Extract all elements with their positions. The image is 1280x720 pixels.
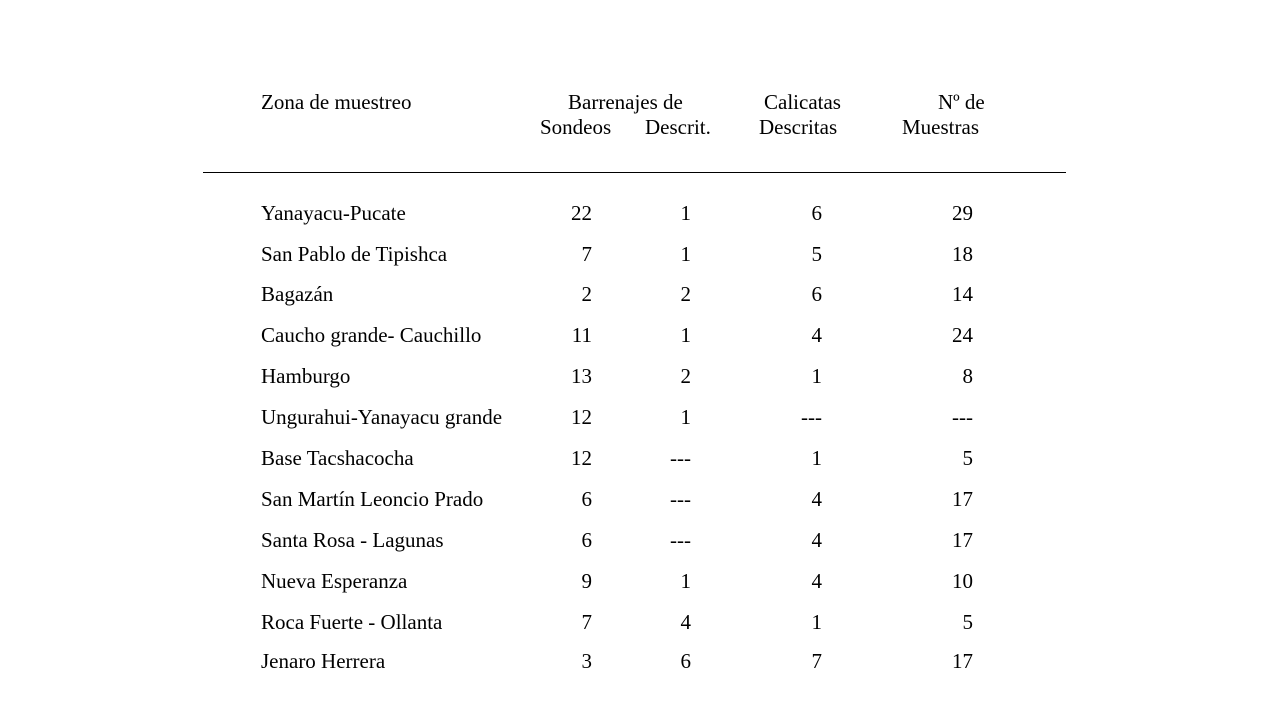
cell-zona: Santa Rosa - Lagunas <box>261 528 444 552</box>
cell-muestras: 24 <box>952 323 973 347</box>
table-row <box>0 405 1280 435</box>
cell-sondeos: 11 <box>571 323 592 347</box>
cell-calicatas: 5 <box>811 242 822 266</box>
cell-muestras: 5 <box>962 610 973 634</box>
cell-calicatas: 1 <box>811 610 822 634</box>
cell-sondeos: 6 <box>581 487 592 511</box>
cell-zona: Ungurahui-Yanayacu grande <box>261 405 503 429</box>
cell-calicatas: 4 <box>811 528 822 552</box>
cell-descrit: --- <box>670 528 691 552</box>
cell-descrit: 1 <box>680 242 691 266</box>
table-row <box>0 569 1280 599</box>
cell-sondeos: 7 <box>581 610 592 634</box>
table-row <box>0 364 1280 394</box>
cell-calicatas: 1 <box>811 364 822 388</box>
cell-calicatas: 4 <box>811 569 822 593</box>
cell-calicatas: 6 <box>811 201 822 225</box>
table-row <box>0 487 1280 517</box>
cell-zona: Yanayacu-Pucate <box>261 201 406 225</box>
cell-descrit: 1 <box>680 405 691 429</box>
table-row <box>0 610 1280 640</box>
cell-zona: Bagazán <box>261 282 334 306</box>
cell-sondeos: 22 <box>571 201 592 225</box>
cell-zona: Caucho grande- Cauchillo <box>261 323 482 347</box>
cell-sondeos: 6 <box>581 528 592 552</box>
table-row <box>0 201 1280 231</box>
cell-calicatas: 1 <box>811 446 822 470</box>
table-row <box>0 649 1280 679</box>
cell-calicatas: 7 <box>811 649 822 673</box>
header-sondeos: Sondeos <box>540 115 612 139</box>
cell-sondeos: 7 <box>581 242 592 266</box>
cell-sondeos: 9 <box>581 569 592 593</box>
cell-descrit: 2 <box>680 364 691 388</box>
cell-descrit: 6 <box>680 649 691 673</box>
cell-descrit: 2 <box>680 282 691 306</box>
cell-muestras: 14 <box>952 282 973 306</box>
cell-zona: Base Tacshacocha <box>261 446 414 470</box>
cell-calicatas: 4 <box>811 487 822 511</box>
cell-muestras: --- <box>952 405 973 429</box>
cell-muestras: 17 <box>952 649 973 673</box>
header-descritas: Descritas <box>759 115 838 139</box>
cell-muestras: 5 <box>962 446 973 470</box>
header-zona: Zona de muestreo <box>261 90 412 114</box>
cell-muestras: 18 <box>952 242 973 266</box>
header-calicatas: Calicatas <box>764 90 841 114</box>
table-row <box>0 528 1280 558</box>
cell-sondeos: 13 <box>571 364 592 388</box>
cell-zona: Hamburgo <box>261 364 351 388</box>
table-row <box>0 242 1280 272</box>
cell-zona: San Martín Leoncio Prado <box>261 487 484 511</box>
cell-descrit: --- <box>670 487 691 511</box>
cell-sondeos: 2 <box>581 282 592 306</box>
cell-calicatas: 4 <box>811 323 822 347</box>
cell-zona: Roca Fuerte - Ollanta <box>261 610 443 634</box>
cell-zona: Nueva Esperanza <box>261 569 408 593</box>
table-row <box>0 323 1280 353</box>
header-n-de: Nº de <box>938 90 985 114</box>
cell-zona: San Pablo de Tipishca <box>261 242 448 266</box>
cell-descrit: --- <box>670 446 691 470</box>
cell-descrit: 1 <box>680 323 691 347</box>
cell-muestras: 17 <box>952 528 973 552</box>
header-descrit: Descrit. <box>645 115 711 139</box>
cell-sondeos: 12 <box>571 446 592 470</box>
cell-sondeos: 12 <box>571 405 592 429</box>
cell-muestras: 10 <box>952 569 973 593</box>
table-row <box>0 446 1280 476</box>
cell-calicatas: --- <box>801 405 822 429</box>
cell-sondeos: 3 <box>581 649 592 673</box>
cell-calicatas: 6 <box>811 282 822 306</box>
cell-muestras: 29 <box>952 201 973 225</box>
cell-descrit: 1 <box>680 569 691 593</box>
cell-zona: Jenaro Herrera <box>261 649 386 673</box>
header-divider <box>203 172 1066 173</box>
table-row <box>0 282 1280 312</box>
cell-descrit: 4 <box>680 610 691 634</box>
cell-muestras: 17 <box>952 487 973 511</box>
cell-descrit: 1 <box>680 201 691 225</box>
header-barrenajes: Barrenajes de <box>568 90 683 114</box>
cell-muestras: 8 <box>962 364 973 388</box>
header-muestras: Muestras <box>902 115 979 139</box>
